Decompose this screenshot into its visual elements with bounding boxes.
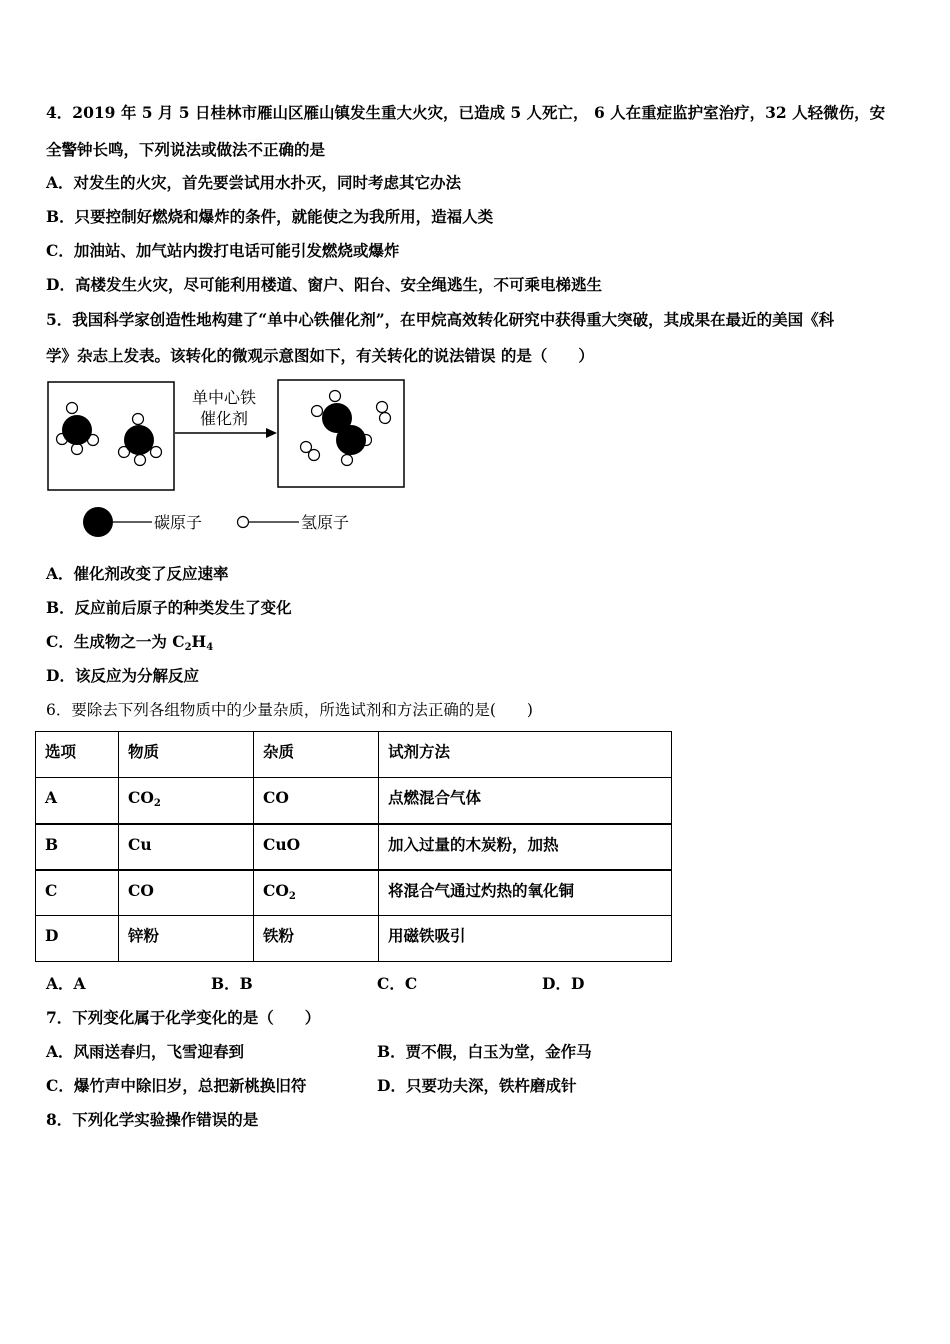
legend-hydrogen <box>238 513 350 532</box>
q5-option-b: B．反应前后原子的种类发生了变化 <box>46 598 292 617</box>
catalyst-label-1: 单中心铁 <box>191 388 257 407</box>
q4-option-c: C．加油站、加气站内拨打电话可能引发燃烧或爆炸 <box>46 241 400 260</box>
q6-answer-a: A．A <box>46 974 86 993</box>
hydrogen-molecule-2 <box>301 442 320 461</box>
table-cell: 加入过量的木炭粉，加热 <box>379 824 672 870</box>
table-row <box>36 870 672 916</box>
header-cell: 选项 <box>36 732 119 778</box>
table-cell: $CO_2$ <box>254 870 379 916</box>
table-row <box>36 916 672 962</box>
q4-option-a: A．对发生的火灾，首先要尝试用水扑灭，同时考虑其它办法 <box>46 173 462 192</box>
q6-answer-b: B．B <box>211 974 253 993</box>
table-cell: A <box>36 778 119 824</box>
catalyst-label-2: 催化剂 <box>199 409 249 428</box>
q8-stem: 8．下列化学实验操作错误的是 <box>46 1110 259 1129</box>
q4-option-b: B．只要控制好燃烧和爆炸的条件，就能使之为我所用，造福人类 <box>46 207 494 226</box>
table-cell: 将混合气通过灼热的氧化铜 <box>379 870 672 916</box>
table-cell: CuO <box>254 824 379 870</box>
q4-stem-line2: 全警钟长鸣，下列说法或做法不正确的是 <box>46 140 326 159</box>
table-cell: Cu <box>119 824 254 870</box>
hydrogen-molecule-1 <box>377 402 391 424</box>
reaction-diagram <box>44 376 414 541</box>
q7-stem: 7．下列变化属于化学变化的是（ ） <box>46 1008 321 1027</box>
table-cell: 铁粉 <box>254 916 379 962</box>
header-cell: 试剂方法 <box>379 732 672 778</box>
q7-option-c: C．爆竹声中除旧岁，总把新桃换旧符 <box>46 1076 307 1095</box>
q6-answer-d: D．D <box>542 974 585 993</box>
table-row <box>36 778 672 824</box>
q6-answer-c: C．C <box>377 974 418 993</box>
legend-carbon-label: 碳原子 <box>154 513 203 532</box>
q5-option-d: D．该反应为分解反应 <box>46 666 199 685</box>
table-cell: 点燃混合气体 <box>379 778 672 824</box>
q6-options-table <box>35 731 672 962</box>
table-cell: 用磁铁吸引 <box>379 916 672 962</box>
table-cell: B <box>36 824 119 870</box>
q5-option-a: A．催化剂改变了反应速率 <box>46 564 229 583</box>
arrow-head <box>266 428 277 438</box>
table-cell: CO <box>254 778 379 824</box>
header-cell: 杂质 <box>254 732 379 778</box>
table-cell: CO <box>119 870 254 916</box>
q6-stem: 6．要除去下列各组物质中的少量杂质，所选试剂和方法正确的是( ) <box>46 701 533 719</box>
table-cell: $CO_2$ <box>119 778 254 824</box>
table-cell: C <box>36 870 119 916</box>
legend-hydrogen-label: 氢原子 <box>301 513 350 532</box>
ethylene-molecule <box>312 391 372 466</box>
q5-stem-line2: 学》杂志上发表。该转化的微观示意图如下，有关转化的说法错误 的是（ ） <box>46 346 594 365</box>
table-row <box>36 824 672 870</box>
methane-molecule-1 <box>57 403 99 455</box>
q7-option-b: B．贾不假，白玉为堂，金作马 <box>377 1042 592 1061</box>
q7-option-d: D．只要功夫深，铁杵磨成针 <box>377 1076 577 1095</box>
q5-option-c: C．生成物之一为 $C_2H_4$ <box>46 632 214 653</box>
legend-carbon <box>83 507 202 537</box>
table-header-row <box>36 732 672 778</box>
table-cell: D <box>36 916 119 962</box>
q4-option-d: D．高楼发生火灾，尽可能利用楼道、窗户、阳台、安全绳逃生，不可乘电梯逃生 <box>46 275 602 294</box>
methane-molecule-2 <box>119 414 162 466</box>
table-cell: 锌粉 <box>119 916 254 962</box>
q5-stem-line1: 5．我国科学家创造性地构建了“单中心铁催化剂”，在甲烷高效转化研究中获得重大突破，其成果在最近的美国《科 <box>46 310 835 329</box>
q4-stem-line1: 4．2019 年 5 月 5 日桂林市雁山区雁山镇发生重大火灾，已造成 5 人死亡， 6 人在重症监护室治疗，32 人轻微伤，安 <box>46 103 886 122</box>
q7-option-a: A．风雨送春归，飞雪迎春到 <box>46 1042 245 1061</box>
header-cell: 物质 <box>119 732 254 778</box>
